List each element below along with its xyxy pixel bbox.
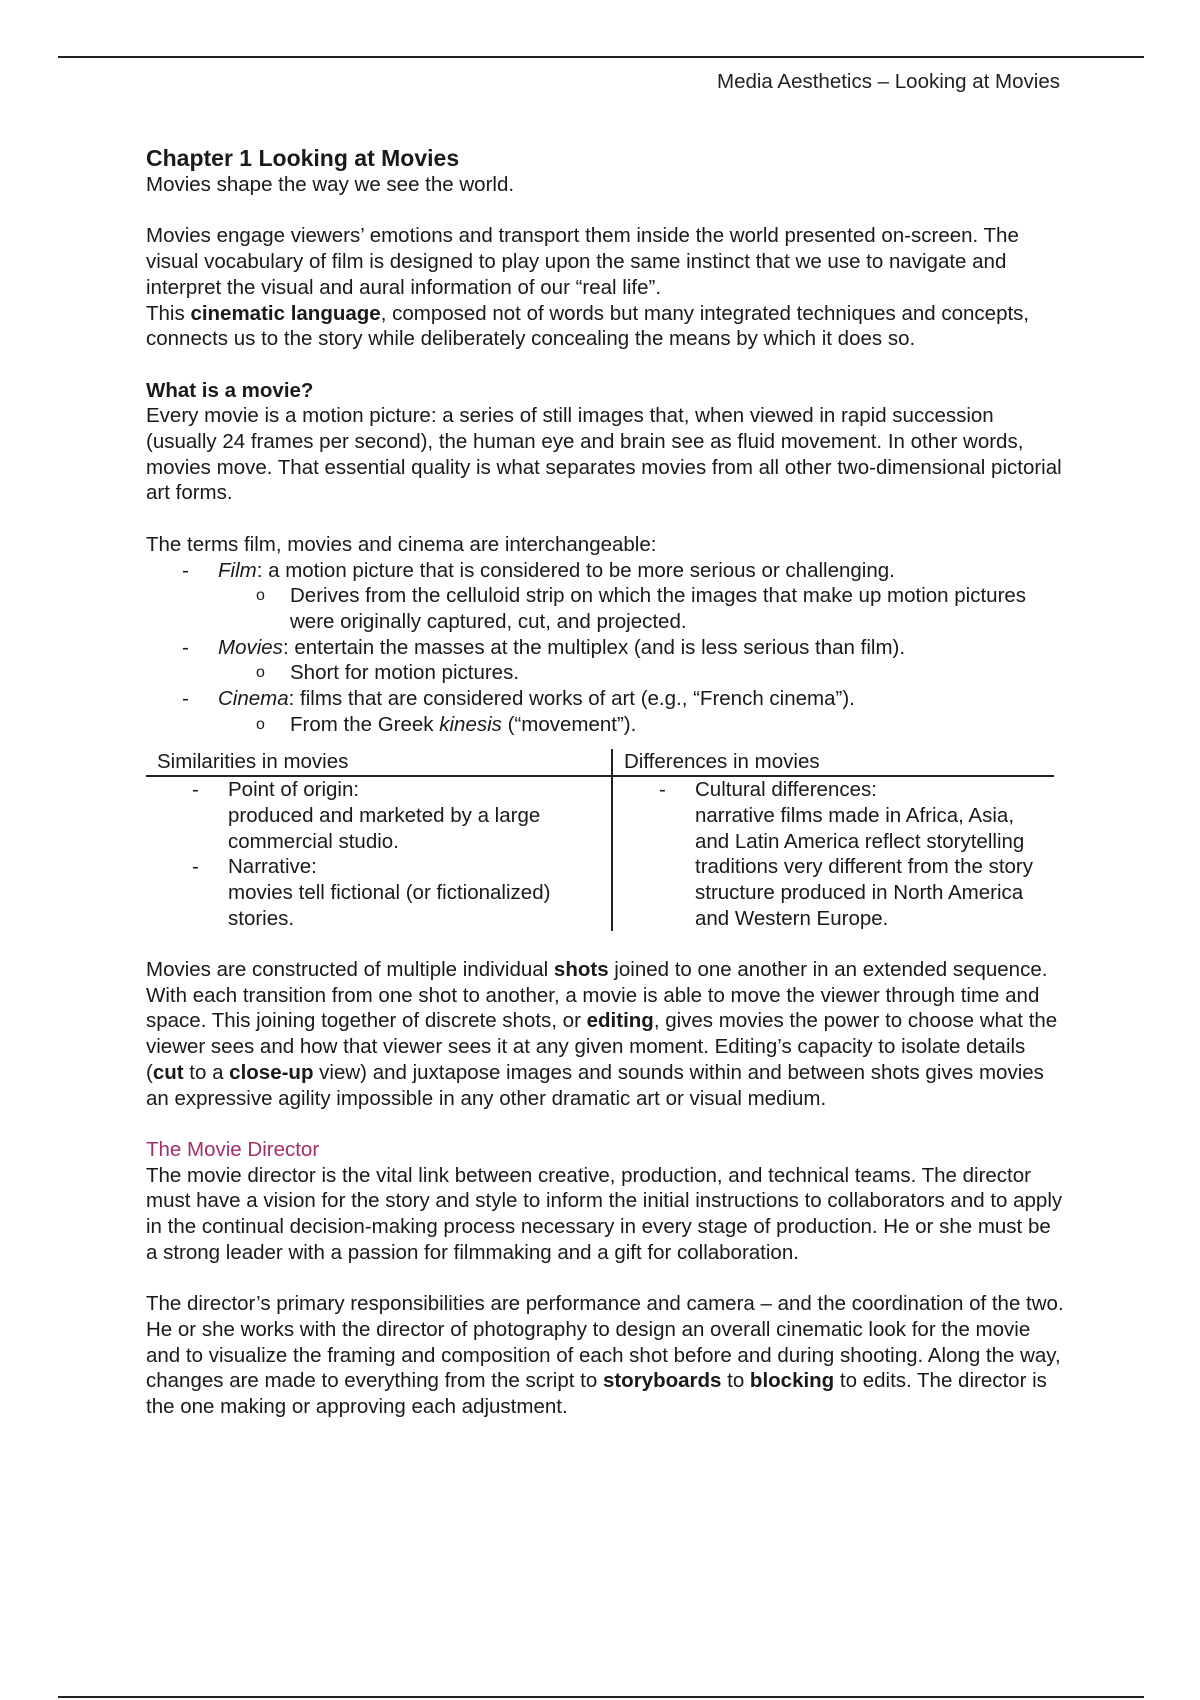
chapter-tagline: Movies shape the way we see the world.	[146, 173, 515, 196]
table-list-item: - Narrative: movies tell fictional (or fictionalized) stories.	[192, 855, 551, 930]
term-cinema: Cinema	[218, 687, 289, 711]
list-item: - Cinema: films that are considered works of art (e.g., “French cinema”). o From the Greek kinesis (“movement”).	[146, 686, 1066, 737]
list-item: - Film: a motion picture that is considered to be more serious or challenging. o Derives from the celluloid strip on which the images that make up motion pictures were originally captured, cut, and projected.	[146, 558, 1066, 635]
section-heading-movie-director: The Movie Director	[146, 1137, 320, 1161]
terms-list	[146, 558, 1066, 738]
term-cut: cut	[152, 1060, 184, 1084]
term-blocking: blocking	[749, 1369, 835, 1393]
sub-list	[218, 660, 1066, 686]
term-movies: Movies	[218, 635, 283, 659]
column-header-differences: Differences in movies	[612, 749, 1054, 776]
running-header: Media Aesthetics – Looking at Movies	[717, 70, 1060, 93]
table-list-item: - Point of origin: produced and marketed by a large commercial studio.	[192, 778, 541, 853]
sub-list-item: o Short for motion pictures.	[256, 661, 520, 685]
top-rule	[58, 56, 1144, 58]
term-editing: editing	[586, 1009, 654, 1033]
term-storyboards: storyboards	[602, 1369, 722, 1393]
list-item: - Movies: entertain the masses at the multiplex (and is less serious than film). o Short for motion pictures.	[146, 635, 1066, 686]
sub-list-item: o Derives from the celluloid strip on which the images that make up motion pictures were originally captured, cut, and projected.	[256, 584, 1027, 633]
term-cinematic-language: cinematic language	[190, 301, 381, 325]
chapter-title: Chapter 1 Looking at Movies	[146, 145, 460, 171]
column-header-similarities: Similarities in movies	[146, 749, 612, 776]
comparison-table	[146, 749, 1054, 931]
term-film: Film	[218, 558, 257, 582]
bottom-rule	[58, 1696, 1144, 1698]
similarities-cell	[146, 776, 612, 931]
differences-cell	[612, 776, 1054, 931]
sub-list	[218, 712, 1066, 738]
sub-list	[218, 583, 1066, 634]
director-paragraph-2: The director’s primary responsibilities are performance and camera – and the coordination of the two. He or she works with the director of photography to design an overall cinematic look for the movie and to visualize the framing and composition of each shot before and during shooting. Along the way, changes are made to everything from the script to storyboards to blocking to edits. The director is the one making or approving each adjustment.	[146, 1292, 1064, 1418]
term-shots: shots	[553, 958, 609, 982]
director-paragraph-1: The movie director is the vital link between creative, production, and technical teams. The director must have a vision for the story and style to inform the initial instructions to collaborators and to apply in the continual decision-making process necessary in every stage of production. He or she must be a strong leader with a passion for filmmaking and a gift for collaboration.	[146, 1163, 1063, 1264]
table-list-item: - Cultural differences: narrative films made in Africa, Asia, and Latin America reflect storytelling traditions very different from the story structure produced in North America and Western Europe.	[659, 778, 1034, 930]
term-close-up: close-up	[229, 1060, 314, 1084]
page-content	[146, 145, 1066, 1420]
sub-list-item: o From the Greek kinesis (“movement”).	[256, 712, 637, 736]
what-is-paragraph: Every movie is a motion picture: a series of still images that, when viewed in rapid succession (usually 24 frames per second), the human eye and brain see as fluid movement. In other words, movies move. That essential quality is what separates movies from all other two-dimensional pictorial art forms.	[146, 404, 1062, 505]
intro-paragraph-2: This cinematic language, composed not of words but many integrated techniques and concepts, connects us to the story while deliberately concealing the means by which it does so.	[146, 301, 1030, 351]
terms-intro: The terms film, movies and cinema are interchangeable:	[146, 532, 657, 556]
shots-paragraph: Movies are constructed of multiple individual shots joined to one another in an extended sequence. With each transition from one shot to another, a movie is able to move the viewer through time and space. This joining together of discrete shots, or editing, gives movies the power to choose what the viewer sees and how that viewer sees it at any given moment. Editing’s capacity to isolate details (cut to a close-up view) and juxtapose images and sounds within and between shots gives movies an expressive agility impossible in any other dramatic art or visual medium.	[146, 958, 1058, 1110]
section-heading-what-is-a-movie: What is a movie?	[146, 378, 314, 402]
intro-paragraph-1: Movies engage viewers’ emotions and transport them inside the world presented on-screen. The visual vocabulary of film is designed to play upon the same instinct that we use to navigate and interpret the visual and aural information of our “real life”.	[146, 224, 1019, 299]
